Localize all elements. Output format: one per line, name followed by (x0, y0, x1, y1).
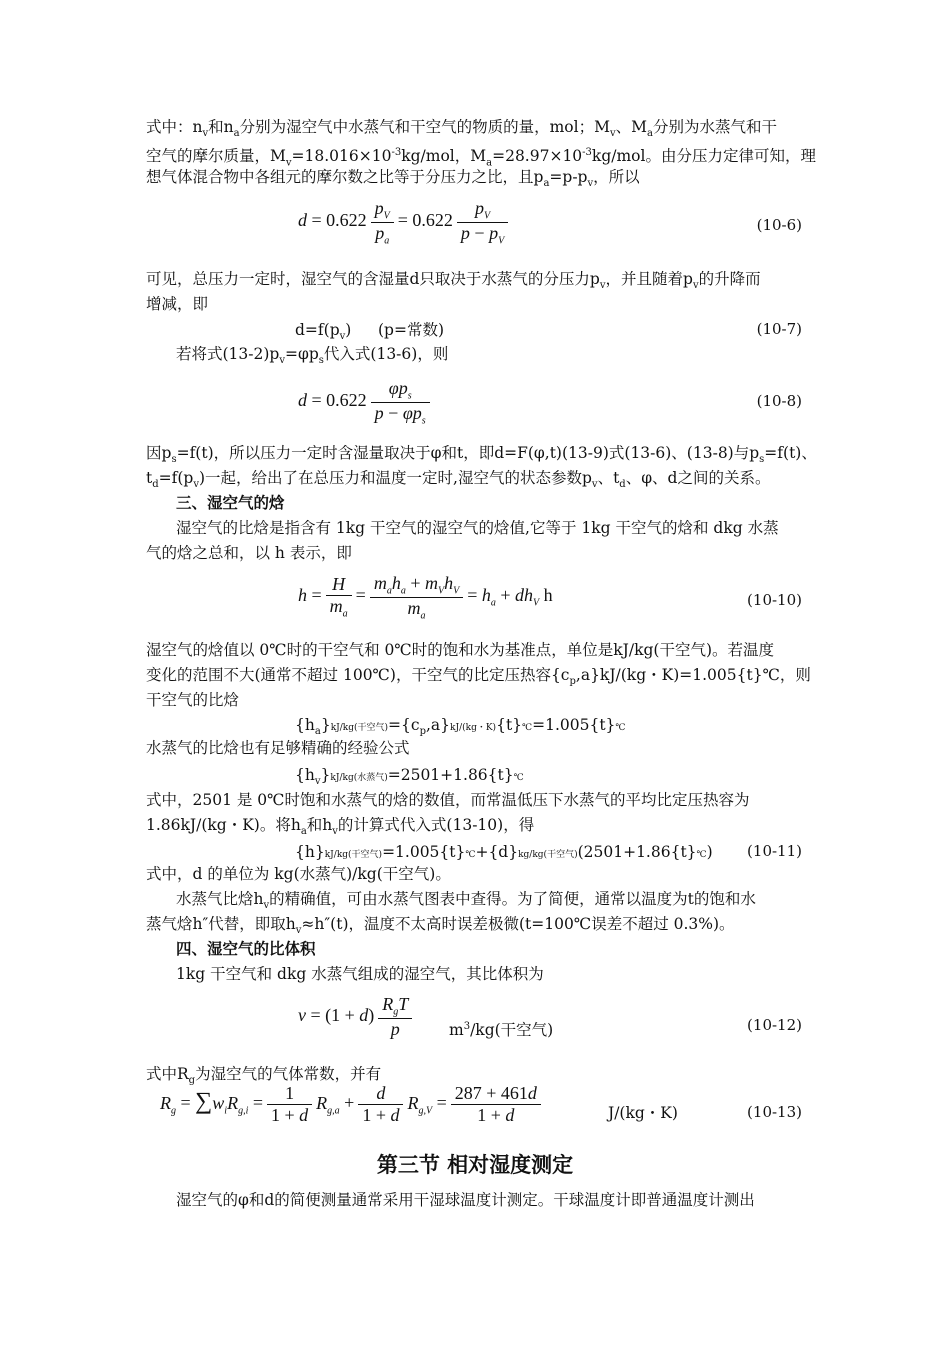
para8-line1: 式中，2501 是 0℃时饱和水蒸气的焓的数值，而常温低压下水蒸气的平均比定压热容为 (146, 791, 750, 809)
heading-specific-volume: 四、湿空气的比体积 (176, 939, 316, 958)
equation-10-12: v = (1 + d) $\frac{R_gT}{p}$ (298, 994, 416, 1040)
para3-line1: 若将式$(13-2)p_v=\varphi p_s$代入式(13-6)，则 (176, 345, 449, 367)
section-title: 第三节 相对湿度测定 (376, 1152, 574, 1177)
para6-line2: 变化的范围不大(通常不超过 100℃)，干空气的比定压热容$\{c_p,a\}kJ/(kg$・K)=1.005{t}℃，则 (146, 666, 811, 688)
para8-line2: 1.86kJ/(kg・K)。将$h_a$和$h_v$的计算式代入式(13-10)，得 (146, 816, 535, 838)
para2-line1: 可见，总压力一定时，湿空气的含湿量d只取决于水蒸气的分压力$p_v$，并且随着$p_v$的升降而 (146, 270, 761, 292)
equation-10-12-unit: $m^3/kg$(干空气) (449, 1021, 554, 1040)
para6-line3: 干空气的比焓 (146, 691, 240, 709)
equation-10-6: d = 0.622 $\frac{p_V}{p_a}$ = 0.622 $\frac{p_V}{p - p_V}$ (298, 198, 512, 246)
equation-number: (10-13) (747, 1103, 802, 1121)
para10-line2: 蒸气焓h″代替，即取$h_v\approx h''(t)$，温度不太高时误差极微(t=100℃误差不超过 0.3%)。 (146, 915, 735, 937)
equation-number: (10-6) (756, 216, 802, 234)
para1-line1: 式中：$n_v$和$n_a$分别为湿空气中水蒸气和干空气的物质的量，mol；$M_v$、$M_a$分别为水蒸气和干 (146, 118, 777, 140)
equation-number: (10-10) (747, 591, 802, 609)
para4-line1: 因$p_s=f(t)$，所以压力一定时含湿量取决于φ和t，即d=F(φ,t)(13-9)式(13-6)、(13-8)与$p_s=f(t)$、 (146, 444, 817, 466)
para12-line1: 式中$R_g$为湿空气的气体常数，并有 (146, 1065, 382, 1087)
equation-10-7-cond: (p=常数) (378, 321, 445, 339)
para2-line2: 增减，即 (146, 295, 209, 313)
equation-10-13-unit: J/(kg・K) (608, 1104, 678, 1122)
equation-10-7-left: $d=f(p_v)$ (295, 321, 352, 343)
equation-10-13: $R_g = \sum w_iR_{g,i}$ = $\frac{1}{1 + d}$ $R_{g,a}$ + $\frac{d}{1 + d}$ $R_{g,V}$ = $\frac{287 + 461d}{1 + d}$ (160, 1083, 545, 1126)
para11-line1: 1kg 干空气和 dkg 水蒸气组成的湿空气，其比体积为 (176, 965, 544, 983)
heading-enthalpy: 三、湿空气的焓 (176, 493, 285, 512)
equation-10-10: h = $\frac{H}{m_a}$ = $\frac{m_ah_a + m_Vh_V}{m_a}$ = $h_a + dh_V$ h (298, 573, 553, 622)
para10-line1: 水蒸气比焓$h_v$的精确值，可由水蒸气图表中查得。为了简便，通常以温度为t的饱和水 (176, 890, 756, 912)
para1-line2: 空气的摩尔质量，$M_v=18.016\times 10^{-3}kg$/mol，$M_a=28.97\times 10^{-3}kg$/mol。由分压力定律可知，理 (146, 147, 816, 169)
para9-line1: 式中，d 的单位为 kg(水蒸气)/kg(干空气)。 (146, 865, 451, 883)
equation-ha: $\{h_a\}kJ/kg$(干空气)$=\{c_p,a\}kJ/(kg$・K){t}℃=1.005{t}℃ (295, 716, 626, 738)
para1-line3: 想气体混合物中各组元的摩尔数之比等于分压力之比，且$p_a=p-p_v$，所以 (146, 168, 640, 190)
para5-line2: 气的焓之总和，以 h 表示，即 (146, 544, 352, 562)
eq-10-10-unit: h (543, 585, 553, 606)
equation-10-8: d = 0.622 $\frac{\varphi p_s}{p - \varphi p_s}$ (298, 378, 434, 426)
para6-line1: 湿空气的焓值以 0℃时的干空气和 0℃时的饱和水为基准点，单位是kJ/kg(干空气)。若温度 (146, 641, 774, 659)
para5-line1: 湿空气的比焓是指含有 1kg 干空气的湿空气的焓值,它等于 1kg 干空气的焓和 dkg 水蒸 (176, 519, 779, 537)
para4-line2: $t_d=f(p_v)$一起，给出了在总压力和温度一定时,湿空气的状态参数$p_v$、$t_d$、φ、d之间的关系。 (146, 469, 771, 491)
equation-number: (10-7) (756, 320, 802, 338)
equation-number: (10-11) (747, 842, 802, 860)
para7-line1: 水蒸气的比焓也有足够精确的经验公式 (146, 739, 410, 757)
para13-line1: 湿空气的φ和d的简便测量通常采用干湿球温度计测定。干球温度计即普通温度计测出 (176, 1191, 755, 1209)
equation-10-11: {h}kJ/kg(干空气)=1.005{t}℃+{d}kg/kg(干空气)(2501+1.86{t}℃) (295, 843, 713, 861)
equation-hv: $\{h_v\}kJ/kg$(水蒸气)=2501+1.86{t}℃ (295, 766, 524, 788)
equation-number: (10-12) (747, 1016, 802, 1034)
equation-number: (10-8) (756, 392, 802, 410)
